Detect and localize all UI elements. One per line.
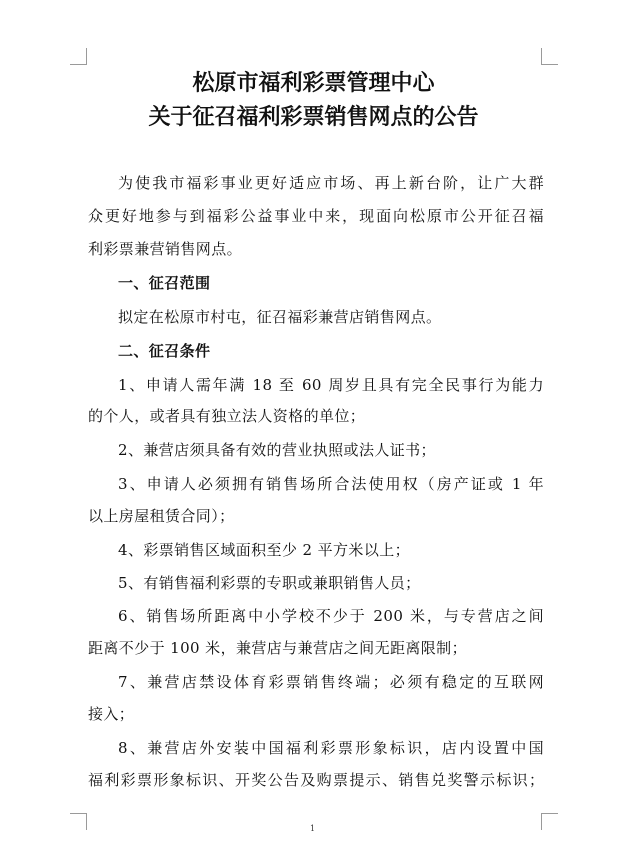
intro-line-3: 利彩票兼营销售网点。 <box>88 240 243 258</box>
condition-1-line-1: 1、申请人需年满 18 至 60 周岁且具有完全民事行为能力 <box>118 376 544 394</box>
condition-5: 5、有销售福利彩票的专职或兼职销售人员； <box>118 574 421 592</box>
document-title-line-2: 关于征召福利彩票销售网点的公告 <box>148 104 479 130</box>
section-1-heading: 一、征召范围 <box>118 274 211 292</box>
page-number: 1 <box>309 824 316 833</box>
intro-line-2: 众更好地参与到福彩公益事业中来，现面向松原市公开征召福 <box>88 207 544 225</box>
condition-7-line-1: 7、兼营店禁设体育彩票销售终端；必须有稳定的互联网 <box>118 673 544 691</box>
condition-8-line-2: 福利彩票形象标识、开奖公告及购票提示、销售兑奖警示标识； <box>88 771 544 789</box>
crop-mark-top-right <box>541 48 558 65</box>
crop-mark-bottom-right <box>541 813 558 830</box>
condition-4: 4、彩票销售区域面积至少 2 平方米以上； <box>118 541 411 559</box>
condition-8-line-1: 8、兼营店外安装中国福利彩票形象标识，店内设置中国 <box>118 739 544 757</box>
condition-3-line-1: 3、申请人必须拥有销售场所合法使用权（房产证或 1 年 <box>118 475 544 493</box>
crop-mark-bottom-left <box>70 813 87 830</box>
condition-7-line-2: 接入； <box>88 705 135 723</box>
intro-line-1: 为使我市福彩事业更好适应市场、再上新台阶，让广大群 <box>118 174 544 192</box>
section-1-text: 拟定在松原市村屯，征召福彩兼营店销售网点。 <box>118 308 442 326</box>
document-title-line-1: 松原市福利彩票管理中心 <box>192 70 435 96</box>
condition-1-line-2: 的个人，或者具有独立法人资格的单位； <box>88 407 366 425</box>
crop-mark-top-left <box>70 48 87 65</box>
condition-2: 2、兼营店须具备有效的营业执照或法人证书； <box>118 441 436 459</box>
section-2-heading: 二、征召条件 <box>118 342 211 360</box>
condition-3-line-2: 以上房屋租赁合同）； <box>88 507 235 525</box>
condition-6-line-2: 距离不少于 100 米，兼营店与兼营店之间无距离限制； <box>88 639 467 657</box>
condition-6-line-1: 6、销售场所距离中小学校不少于 200 米，与专营店之间 <box>118 607 544 625</box>
